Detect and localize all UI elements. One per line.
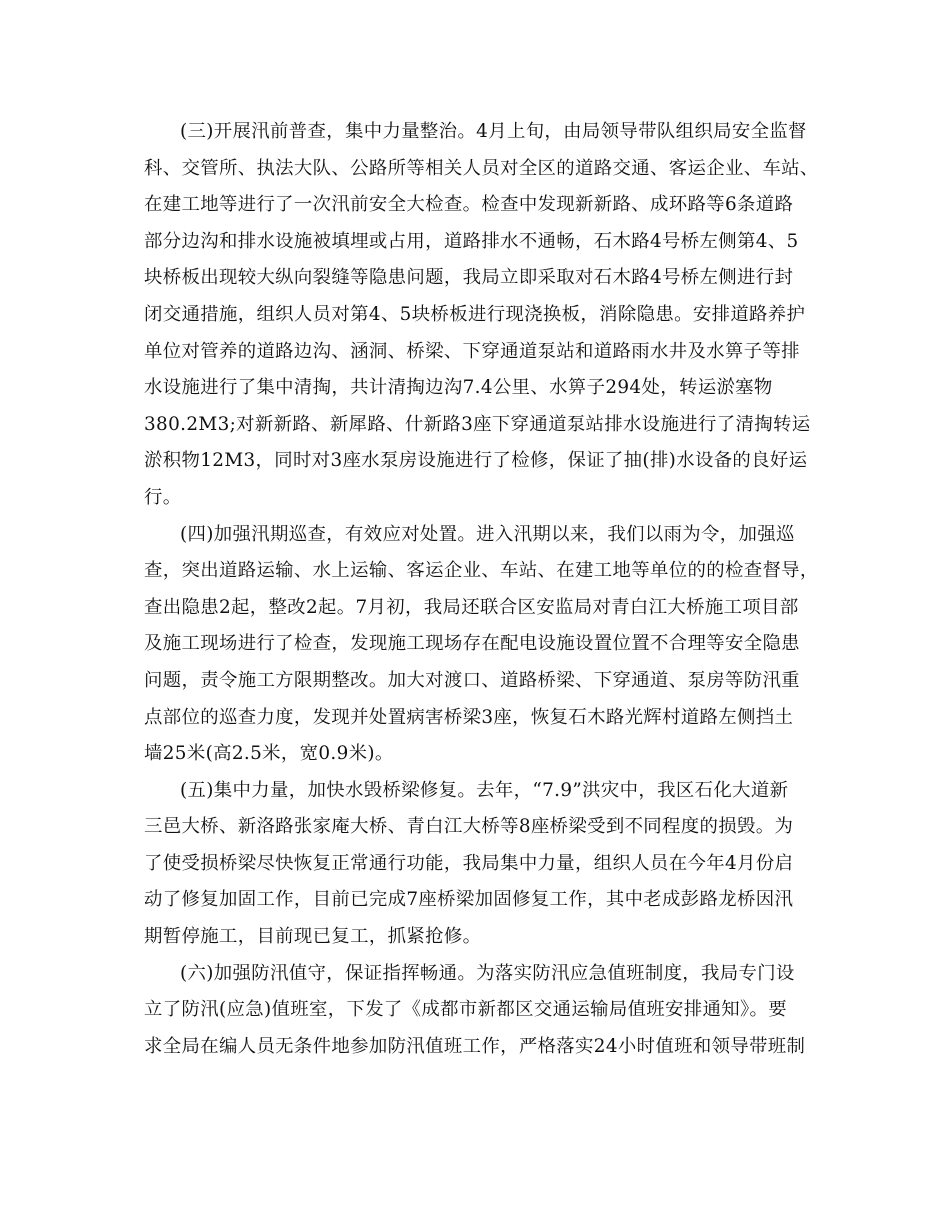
- paragraph-liu: [144, 956, 804, 1066]
- text-line: 部分边沟和排水设施被填埋或占用，道路排水不通畅，石木路4号桥左侧第4、5: [144, 230, 799, 252]
- text-line: 行。: [144, 486, 182, 508]
- text-line: 墙25米(高2.5米，宽0.9米)。: [144, 743, 394, 765]
- text-line: 点部位的巡查力度，发现并处置病害桥梁3座，恢复石木路光辉村道路左侧挡土: [144, 706, 794, 728]
- text-line: 查，突出道路运输、水上运输、客运企业、车站、在建工地等单位的的检查督导，: [144, 560, 819, 582]
- text-line: 动了修复加固工作，目前已完成7座桥梁加固修复工作，其中老成彭路龙桥因汛: [144, 889, 794, 911]
- text-line: 了使受损桥梁尽快恢复正常通行功能，我局集中力量，组织人员在今年4月份启: [144, 852, 794, 874]
- text-line: 立了防汛(应急)值班室，下发了《成都市新都区交通运输局值班安排通知》。要: [144, 999, 788, 1021]
- text-line: 查出隐患2起，整改2起。7月初，我局还联合区安监局对青白江大桥施工项目部: [144, 596, 799, 618]
- text-line: 水设施进行了集中清掏，共计清掏边沟7.4公里、水箅子294处，转运淤塞物: [144, 377, 773, 399]
- paragraph-si: [144, 517, 819, 773]
- text-line: 科、交管所、执法大队、公路所等相关人员对全区的道路交通、客运企业、车站、: [144, 157, 819, 179]
- text-line: (五)集中力量，加快水毁桥梁修复。去年，“7.9”洪灾中，我区石化大道新: [180, 779, 789, 801]
- document-body: [144, 114, 819, 1065]
- text-line: 期暂停施工，目前现已复工，抓紧抢修。: [144, 926, 482, 948]
- text-line: 闭交通措施，组织人员对第4、5块桥板进行现浇换板，消除隐患。安排道路养护: [144, 303, 806, 325]
- text-line: 三邑大桥、新洛路张家庵大桥、青白江大桥等8座桥梁受到不同程度的损毁。为: [144, 816, 794, 838]
- text-line: (三)开展汛前普查，集中力量整治。4月上旬，由局领导带队组织局安全监督: [180, 121, 807, 142]
- text-line: 在建工地等进行了一次汛前安全大检查。检查中发现新新路、成环路等6条道路: [144, 194, 794, 216]
- text-line: (四)加强汛期巡查，有效应对处置。进入汛期以来，我们以雨为令，加强巡: [180, 523, 795, 545]
- text-line: 求全局在编人员无条件地参加防汛值班工作，严格落实24小时值班和领导带班制: [144, 1035, 806, 1057]
- text-line: (六)加强防汛值守，保证指挥畅通。为落实防汛应急值班制度，我局专门设: [180, 962, 795, 984]
- text-line: 淤积物12M3，同时对3座水泵房设施进行了检修，保证了抽(排)水设备的良好运: [144, 450, 808, 472]
- paragraph-san: [144, 114, 819, 517]
- text-line: 块桥板出现较大纵向裂缝等隐患问题，我局立即采取对石木路4号桥左侧进行封: [144, 267, 794, 289]
- text-line: 问题，责令施工方限期整改。加大对渡口、道路桥梁、下穿通道、泵房等防汛重: [144, 669, 800, 691]
- text-line: 380.2M3;对新新路、新犀路、什新路3座下穿通道泵站排水设施进行了清掏转运: [144, 413, 811, 435]
- text-line: 及施工现场进行了检查，发现施工现场存在配电设施设置位置不合理等安全隐患: [144, 633, 800, 655]
- text-line: 单位对管养的道路边沟、涵洞、桥梁、下穿通道泵站和道路雨水井及水箅子等排: [144, 340, 800, 362]
- paragraph-wu: [144, 773, 804, 956]
